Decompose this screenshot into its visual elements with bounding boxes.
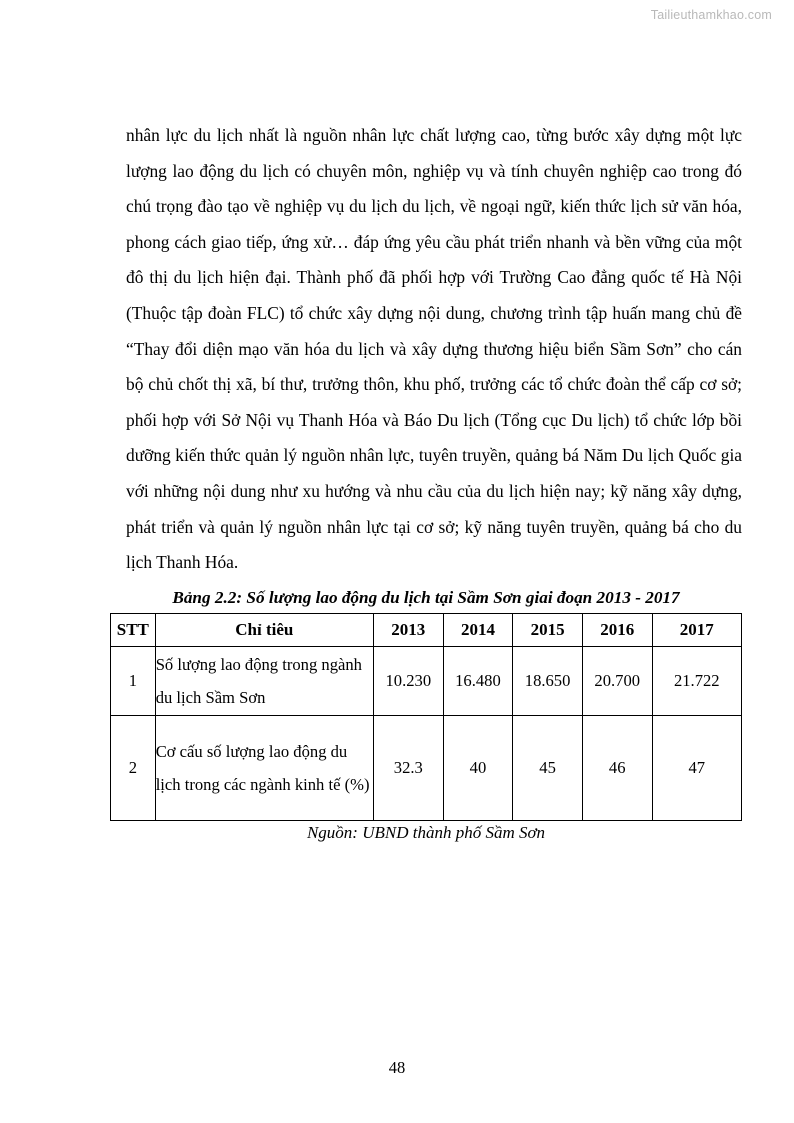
column-header-2015: 2015 xyxy=(513,614,583,647)
row-index: 2 xyxy=(111,716,156,821)
column-header-name: Chỉ tiêu xyxy=(155,614,373,647)
column-header-2013: 2013 xyxy=(373,614,443,647)
row-label: Cơ cấu số lượng lao động du lịch trong các ngành kinh tế (%) xyxy=(155,716,373,821)
value-2017: 21.722 xyxy=(652,647,741,716)
value-2013: 32.3 xyxy=(373,716,443,821)
watermark-text: Tailieuthamkhao.com xyxy=(650,8,772,22)
column-header-2017: 2017 xyxy=(652,614,741,647)
value-2014: 16.480 xyxy=(443,647,513,716)
table-caption: Bảng 2.2: Số lượng lao động du lịch tại Sầm Sơn giai đoạn 2013 - 2017 xyxy=(172,588,680,607)
body-text-block xyxy=(126,118,742,581)
value-2015: 18.650 xyxy=(513,647,583,716)
table-row xyxy=(111,647,742,716)
data-table-container xyxy=(110,613,742,821)
row-label: Số lượng lao động trong ngành du lịch Sầm Sơn xyxy=(155,647,373,716)
value-2014: 40 xyxy=(443,716,513,821)
value-2016: 46 xyxy=(582,716,652,821)
table-source-note: Nguồn: UBND thành phố Sầm Sơn xyxy=(306,823,546,842)
value-2015: 45 xyxy=(513,716,583,821)
column-header-2014: 2014 xyxy=(443,614,513,647)
column-header-stt: STT xyxy=(111,614,156,647)
table-header-row xyxy=(111,614,742,647)
value-2016: 20.700 xyxy=(582,647,652,716)
column-header-2016: 2016 xyxy=(582,614,652,647)
value-2017: 47 xyxy=(652,716,741,821)
body-paragraph: nhân lực du lịch nhất là nguồn nhân lực chất lượng cao, từng bước xây dựng một lực lượng lao động du lịch có chuyên môn, nghiệp vụ và tính chuyên nghiệp cao trong đó chú trọng đào tạo về nghiệp vụ du lịch du lịch, về ngoại ngữ, kiến thức lịch sử văn hóa, phong cách giao tiếp, ứng xử… đáp ứng yêu cầu phát triển nhanh và bền vững của một đô thị du lịch hiện đại. Thành phố đã phối hợp với Trường Cao đẳng quốc tế Hà Nội (Thuộc tập đoàn FLC) tổ chức xây dựng nội dung, chương trình tập huấn mang chủ đề “Thay đổi diện mạo văn hóa du lịch và xây dựng thương hiệu biển Sầm Sơn” cho cán bộ chủ chốt thị xã, bí thư, trưởng thôn, khu phố, trưởng các tổ chức đoàn thể cấp cơ sở; phối hợp với Sở Nội vụ Thanh Hóa và Báo Du lịch (Tổng cục Du lịch) tổ chức lớp bồi dưỡng kiến thức quản lý nguồn nhân lực, tuyên truyền, quảng bá Năm Du lịch Quốc gia với những nội dung như xu hướng và nhu cầu của du lịch hiện nay; kỹ năng xây dựng, phát triển và quản lý nguồn nhân lực tại cơ sở; kỹ năng tuyên truyền, quảng bá cho du lịch Thanh Hóa. xyxy=(126,125,742,573)
page-number: 48 xyxy=(388,1058,406,1077)
labor-statistics-table xyxy=(110,613,742,821)
value-2013: 10.230 xyxy=(373,647,443,716)
table-row xyxy=(111,716,742,821)
row-index: 1 xyxy=(111,647,156,716)
